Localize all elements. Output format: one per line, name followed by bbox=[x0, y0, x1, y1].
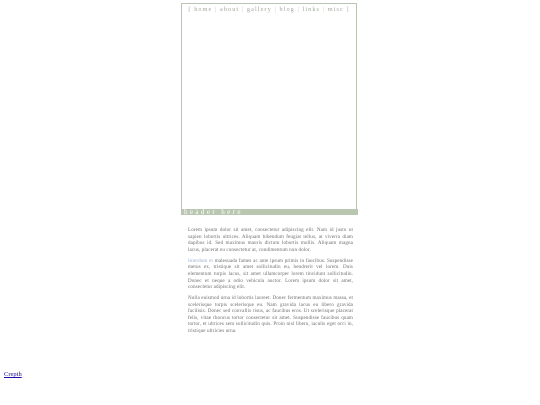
paragraph-lead-link[interactable]: Interdum et bbox=[188, 257, 214, 264]
footer-link[interactable]: Crepth bbox=[4, 371, 22, 378]
nav-link-blog[interactable]: blog bbox=[279, 6, 295, 13]
nav-separator: | bbox=[215, 6, 218, 13]
nav-separator: | bbox=[274, 6, 277, 13]
paragraph-2-text: malesuada fames ac ante ipsum primis in faucibus. Suspendisse metus ex, tristique sit amet sollicitudin eu, hendrerit vel lorem. Duis elementum turpis lacus, sit amet ullamcorper lorem tincidunt sollicitudin. Donec et neque a odio vehicula auctor. Lorem ipsum dolor sit amet, consectetur adipiscing elit. bbox=[188, 257, 353, 291]
nav-separator: | bbox=[241, 6, 245, 13]
nav-separator: | bbox=[297, 6, 300, 13]
nav-link-gallery[interactable]: gallery bbox=[246, 6, 272, 13]
content-area bbox=[188, 227, 353, 339]
top-nav bbox=[182, 6, 356, 13]
page-frame bbox=[181, 3, 357, 214]
content-paragraph-2 bbox=[188, 258, 353, 291]
nav-link-home[interactable]: home bbox=[194, 6, 213, 13]
header-band bbox=[181, 209, 358, 215]
nav-link-about[interactable]: about bbox=[220, 6, 240, 13]
nav-link-links[interactable]: links bbox=[302, 6, 321, 13]
content-paragraph-3: Nulla euismod urna id lobortis laoreet. Donec fermentum maximus massa, et scelerisque turpis scelerisque eu. Nam gravida lacus eu libero gravida facilisis. Donec sed convallis risus, ac faucibus eros. Ut scelerisque placerat felis, vitae rhoncus tortor consectetur sit amet. Suspendisse faucibus quam tortor, et ultrices sem sollicitudin quis. Proin nisl libero, iaculis eget orci in, tristique ultricies urna. bbox=[188, 295, 353, 335]
nav-open-bracket: [ bbox=[188, 6, 192, 13]
nav-close-bracket: ] bbox=[346, 6, 350, 13]
content-paragraph-1: Lorem ipsum dolor sit amet, consectetur adipiscing elit. Nam id justo ut sapien lobortis ultrices. Aliquam bibendum feugiat tellus, at viverra diam dapibus id. Sed maximus mauris dictum lobortis mollis. Aliquam magna lacus, placerat eu consectetur at, condimentum non dolor. bbox=[188, 227, 353, 253]
nav-link-misc[interactable]: misc bbox=[327, 6, 344, 13]
nav-separator: | bbox=[322, 6, 326, 13]
header-label: header here bbox=[184, 208, 243, 216]
